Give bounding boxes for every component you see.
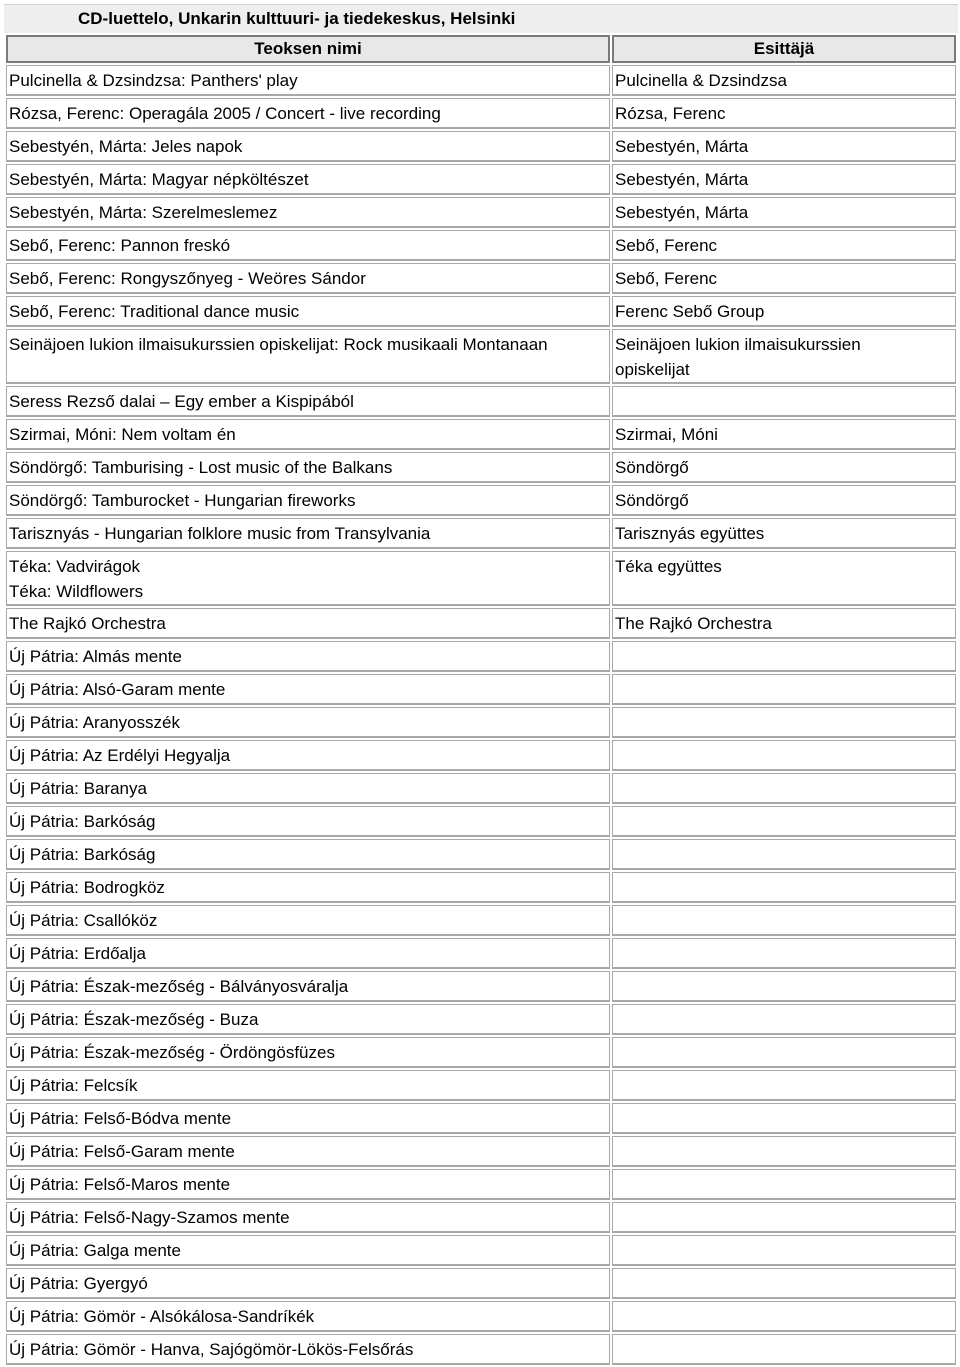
cell-title: Téka: Vadvirágok Téka: Wildflowers <box>6 551 610 606</box>
cell-performer: Seinäjoen lukion ilmaisukurssien opiskelijat <box>612 329 956 384</box>
table-row <box>6 1235 956 1266</box>
cell-title: Új Pátria: Aranyosszék <box>6 707 610 738</box>
table-row <box>6 419 956 450</box>
table-row <box>6 131 956 162</box>
cell-title: Új Pátria: Erdőalja <box>6 938 610 969</box>
cell-title: Szirmai, Móni: Nem voltam én <box>6 419 610 450</box>
cell-performer: The Rajkó Orchestra <box>612 608 956 639</box>
cell-performer <box>612 839 956 870</box>
cell-performer <box>612 773 956 804</box>
header-row <box>6 35 956 63</box>
cell-performer: Söndörgő <box>612 485 956 516</box>
table-row <box>6 740 956 771</box>
table-row <box>6 263 956 294</box>
table-row <box>6 1169 956 1200</box>
cell-performer <box>612 938 956 969</box>
table-row <box>6 674 956 705</box>
cell-performer <box>612 740 956 771</box>
cell-performer: Szirmai, Móni <box>612 419 956 450</box>
cell-title: Sebő, Ferenc: Rongyszőnyeg - Weöres Sándor <box>6 263 610 294</box>
cell-title: Új Pátria: Felső-Nagy-Szamos mente <box>6 1202 610 1233</box>
cell-title: Új Pátria: Észak-mezőség - Buza <box>6 1004 610 1035</box>
table-row <box>6 230 956 261</box>
cell-title: Új Pátria: Bodrogköz <box>6 872 610 903</box>
table-body <box>6 65 956 1365</box>
table-row <box>6 872 956 903</box>
column-header-performer: Esittäjä <box>612 35 956 63</box>
cell-performer <box>612 1004 956 1035</box>
table-row <box>6 839 956 870</box>
cell-title: Új Pátria: Baranya <box>6 773 610 804</box>
table-row <box>6 806 956 837</box>
table-row <box>6 98 956 129</box>
cell-performer <box>612 386 956 417</box>
table-row <box>6 1334 956 1365</box>
table-row <box>6 65 956 96</box>
cell-title: Sebestyén, Márta: Magyar népköltészet <box>6 164 610 195</box>
cell-performer <box>612 641 956 672</box>
table-row <box>6 485 956 516</box>
cell-title: Új Pátria: Gömör - Hanva, Sajógömör-Lökös-Felsőrás <box>6 1334 610 1365</box>
table-row <box>6 1037 956 1068</box>
cell-title: Seinäjoen lukion ilmaisukurssien opiskelijat: Rock musikaali Montanaan <box>6 329 610 384</box>
cell-title: Sebestyén, Márta: Jeles napok <box>6 131 610 162</box>
cell-performer <box>612 1136 956 1167</box>
table-row <box>6 938 956 969</box>
table-row <box>6 551 956 606</box>
cell-title: Söndörgő: Tamburising - Lost music of the Balkans <box>6 452 610 483</box>
cell-title: Új Pátria: Felső-Bódva mente <box>6 1103 610 1134</box>
cell-title: Új Pátria: Felső-Garam mente <box>6 1136 610 1167</box>
cell-title: Új Pátria: Alsó-Garam mente <box>6 674 610 705</box>
cell-title: Sebő, Ferenc: Traditional dance music <box>6 296 610 327</box>
cell-performer: Sebő, Ferenc <box>612 263 956 294</box>
cell-title: Új Pátria: Gyergyó <box>6 1268 610 1299</box>
table-row <box>6 1202 956 1233</box>
table-row <box>6 641 956 672</box>
cell-title: Új Pátria: Almás mente <box>6 641 610 672</box>
cell-performer: Téka együttes <box>612 551 956 606</box>
cell-title: Új Pátria: Gömör - Alsókálosa-Sandríkék <box>6 1301 610 1332</box>
table-row <box>6 773 956 804</box>
cell-performer: Ferenc Sebő Group <box>612 296 956 327</box>
document-page <box>4 4 958 1367</box>
cell-performer <box>612 905 956 936</box>
cell-title: Új Pátria: Galga mente <box>6 1235 610 1266</box>
cell-title: Seress Rezső dalai – Egy ember a Kispipából <box>6 386 610 417</box>
cd-catalog-table <box>4 33 958 1367</box>
cell-performer <box>612 1334 956 1365</box>
cell-performer: Sebestyén, Márta <box>612 164 956 195</box>
cell-performer <box>612 1301 956 1332</box>
table-row <box>6 1070 956 1101</box>
cell-performer <box>612 707 956 738</box>
table-row <box>6 1301 956 1332</box>
table-row <box>6 1268 956 1299</box>
cell-title: Új Pátria: Észak-mezőség - Ördöngösfüzes <box>6 1037 610 1068</box>
cell-title: The Rajkó Orchestra <box>6 608 610 639</box>
cell-performer: Söndörgő <box>612 452 956 483</box>
cell-title: Új Pátria: Csallóköz <box>6 905 610 936</box>
cell-performer <box>612 1169 956 1200</box>
cell-performer: Sebő, Ferenc <box>612 230 956 261</box>
table-row <box>6 905 956 936</box>
table-row <box>6 707 956 738</box>
table-row <box>6 329 956 384</box>
cell-performer: Sebestyén, Márta <box>612 197 956 228</box>
table-row <box>6 452 956 483</box>
table-row <box>6 386 956 417</box>
cell-title: Új Pátria: Barkóság <box>6 806 610 837</box>
cell-performer <box>612 806 956 837</box>
column-header-title: Teoksen nimi <box>6 35 610 63</box>
cell-performer <box>612 1235 956 1266</box>
cell-performer: Rózsa, Ferenc <box>612 98 956 129</box>
table-row <box>6 1004 956 1035</box>
cell-title: Pulcinella & Dzsindzsa: Panthers' play <box>6 65 610 96</box>
table-row <box>6 518 956 549</box>
cell-title: Tarisznyás - Hungarian folklore music from Transylvania <box>6 518 610 549</box>
cell-title: Új Pátria: Észak-mezőség - Bálványosváralja <box>6 971 610 1002</box>
cell-performer: Sebestyén, Márta <box>612 131 956 162</box>
cell-performer <box>612 1070 956 1101</box>
cell-title: Sebő, Ferenc: Pannon freskó <box>6 230 610 261</box>
table-row <box>6 164 956 195</box>
table-row <box>6 197 956 228</box>
table-row <box>6 1136 956 1167</box>
document-title: CD-luettelo, Unkarin kulttuuri- ja tiedekeskus, Helsinki <box>4 4 958 33</box>
cell-performer <box>612 1037 956 1068</box>
cell-title: Sebestyén, Márta: Szerelmeslemez <box>6 197 610 228</box>
cell-performer <box>612 1268 956 1299</box>
cell-title: Új Pátria: Felső-Maros mente <box>6 1169 610 1200</box>
cell-performer: Pulcinella & Dzsindzsa <box>612 65 956 96</box>
cell-performer <box>612 971 956 1002</box>
table-row <box>6 1103 956 1134</box>
table-row <box>6 608 956 639</box>
cell-title: Új Pátria: Barkóság <box>6 839 610 870</box>
cell-performer: Tarisznyás együttes <box>612 518 956 549</box>
cell-title: Új Pátria: Felcsík <box>6 1070 610 1101</box>
cell-performer <box>612 1103 956 1134</box>
cell-title: Új Pátria: Az Erdélyi Hegyalja <box>6 740 610 771</box>
table-row <box>6 971 956 1002</box>
cell-performer <box>612 872 956 903</box>
cell-performer <box>612 674 956 705</box>
cell-performer <box>612 1202 956 1233</box>
table-row <box>6 296 956 327</box>
cell-title: Rózsa, Ferenc: Operagála 2005 / Concert - live recording <box>6 98 610 129</box>
cell-title: Söndörgő: Tamburocket - Hungarian fireworks <box>6 485 610 516</box>
